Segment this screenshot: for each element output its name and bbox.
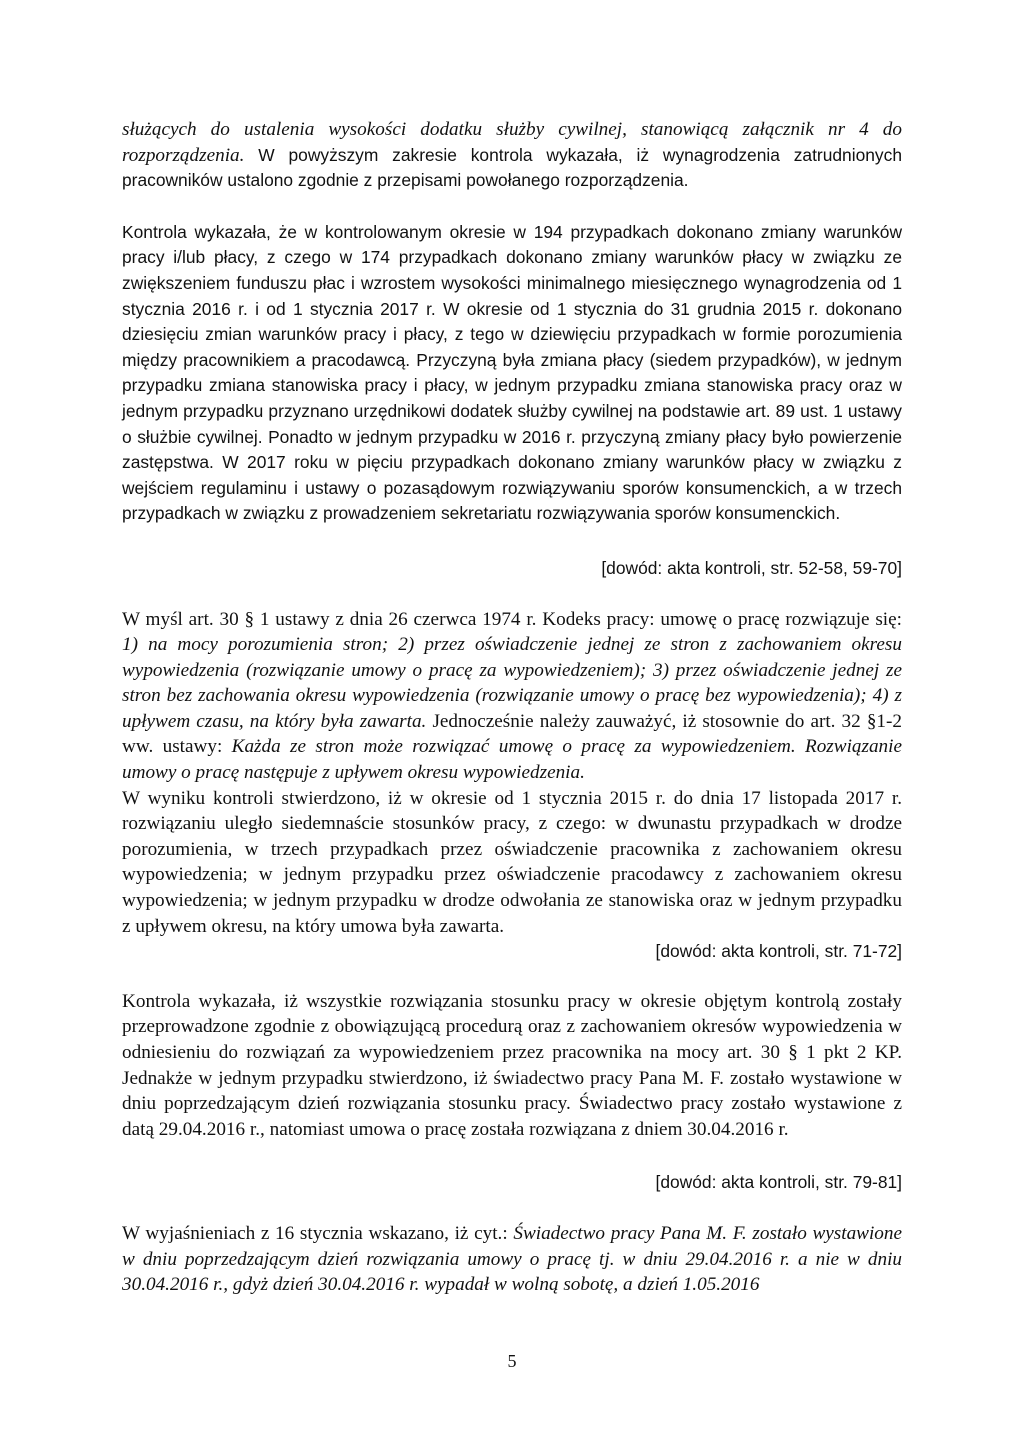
paragraph-5: Kontrola wykazała, iż wszystkie rozwiązania stosunku pracy w okresie objętym kontrolą zostały przeprowadzone zgodnie z obowiązującą procedurą oraz z zachowaniem okresów wypowiedzenia w odniesieniu do rozwiązań za wypowiedzeniem przez pracownika na mocy art. 30 § 1 pkt 2 KP. Jednakże w jednym przypadku stwierdzono, iż świadectwo pracy Pana M. F. zostało wystawione w dniu poprzedzającym dzień rozwiązania stosunku pracy. Świadectwo pracy zostało wystawione z datą 29.04.2016 r., natomiast umowa o pracę została rozwiązana z dniem 30.04.2016 r. xyxy=(122,990,902,1140)
proof-reference-1: [dowód: akta kontroli, str. 52-58, 59-70] xyxy=(601,557,902,578)
paragraph-4: W wyniku kontroli stwierdzono, iż w okresie od 1 stycznia 2015 r. do dnia 17 listopada 2017 r. rozwiązaniu uległo siedemnaście stosunków pracy, z czego: w dwunastu przypadkach w drodze porozumienia, w trzech przypadkach przez oświadczenie pracownika z zachowaniem okresu wypowiedzenia; w jednym przypadku przez oświadczenie pracodawcy z zachowaniem okresu wypowiedzenia; w jednym przypadku w drodze odwołania ze stanowiska oraz w jednym przypadku z upływem okresu, na który umowa była zawarta. xyxy=(122,787,902,937)
page-number: 5 xyxy=(507,1351,517,1371)
paragraph-3-italic-1: 1) na mocy porozumienia stron; 2) przez oświadczenie jednej ze stron z zachowaniem okresu wypowiedzenia (rozwiązanie umowy o pracę za wypowiedzeniem); 3) przez oświadczenie jednej ze stron bez zachowania okresu wypowiedzenia (rozwiązanie umowy o pracę bez wypowiedzenia); 4) z upływem czasu, na który była zawarta. xyxy=(122,634,902,732)
paragraph-3-text-a: W myśl art. 30 § 1 ustawy z dnia 26 czerwca 1974 r. Kodeks pracy: umowę o pracę rozwiązuje się: xyxy=(122,608,902,630)
paragraph-6-text: W wyjaśnieniach z 16 stycznia wskazano, iż cyt.: xyxy=(122,1222,514,1244)
paragraph-1 xyxy=(122,117,902,194)
paragraph-6-italic: Świadectwo pracy Pana M. F. zostało wystawione w dniu poprzedzającym dzień rozwiązania umowy o pracę tj. w dniu 29.04.2016 r. a nie w dniu 30.04.2016 r., gdyż dzień 30.04.2016 r. wypadał w wolną sobotę, a dzień 1.05.2016 xyxy=(122,1222,902,1296)
paragraph-3-text-b: Jednocześnie należy zauważyć, iż stosownie do art. 32 §1-2 ww. ustawy: xyxy=(122,710,903,758)
paragraph-1-italic: służących do ustalenia wysokości dodatku służby cywilnej, stanowiącą załącznik nr 4 do rozporządzenia. xyxy=(122,119,902,166)
proof-reference-3: [dowód: akta kontroli, str. 79-81] xyxy=(655,1172,902,1193)
paragraph-2: Kontrola wykazała, że w kontrolowanym okresie w 194 przypadkach dokonano zmiany warunków pracy i/lub płacy, z czego w 174 przypadkach dokonano zmiany warunków płacy w związku ze zwiększeniem funduszu płac i wzrostem wysokości minimalnego miesięcznego wynagrodzenia od 1 stycznia 2016 r. i od 1 stycznia 2017 r. W okresie od 1 stycznia do 31 grudnia 2015 r. dokonano dziesięciu zmian warunków pracy i płacy, z tego w dziewięciu przypadkach w formie porozumienia między pracownikiem a pracodawcą. Przyczyną była zmiana płacy (siedem przypadków), w jednym przypadku zmiana stanowiska pracy i płacy, w jednym przypadku zmiana stanowiska pracy oraz w jednym przypadku przyznano urzędnikowi dodatek służby cywilnej na podstawie art. 89 ust. 1 ustawy o służbie cywilnej. Ponadto w jednym przypadku w 2016 r. przyczyną zmiany płacy było powierzenie zastępstwa. W 2017 roku w pięciu przypadkach dokonano zmiany warunków płacy w związku z wejściem regulaminu i ustawy o pozasądowym rozwiązywaniu sporów konsumenckich, a w trzech przypadkach w związku z prowadzeniem sekretariatu rozwiązywania sporów konsumenckich. xyxy=(122,221,902,524)
proof-reference-2: [dowód: akta kontroli, str. 71-72] xyxy=(655,941,902,962)
paragraph-3-italic-2: Każda ze stron może rozwiązać umowę o pracę za wypowiedzeniem. Rozwiązanie umowy o pracę następuje z upływem okresu wypowiedzenia. xyxy=(122,736,903,784)
paragraph-3 xyxy=(122,607,902,786)
paragraph-1-text: W powyższym zakresie kontrola wykazała, iż wynagrodzenia zatrudnionych pracowników ustalono zgodnie z przepisami powołanego rozporządzenia. xyxy=(122,144,902,191)
paragraph-6 xyxy=(122,1221,902,1298)
document-body xyxy=(122,117,902,1298)
